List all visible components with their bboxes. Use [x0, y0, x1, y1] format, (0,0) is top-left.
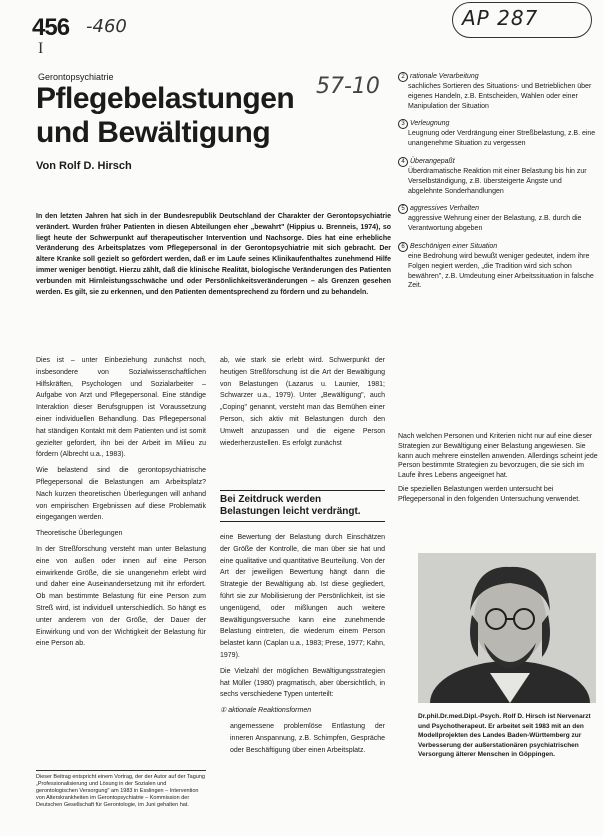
- paragraph: Die Vielzahl der möglichen Bewältigungsstrategien hat Müller (1980) pragmatisch, aber übersichtlich, in sechs verschiedene Typen unterteilt:: [220, 667, 385, 699]
- photo-caption: Dr.phil.Dr.med.Dipl.-Psych. Rolf D. Hirsch ist Nervenarzt und Psychotherapeut. Er arbeitet seit 1983 mit an den Modellprojekten des Landes Baden-Württemberg zur Verbesserung der außerstationären psychiatrischen Versorgung älterer Menschen in Göppingen.: [418, 713, 591, 758]
- list-item-text: Leugnung oder Verdrängung einer Streßbelastung, z.B. eine unangenehme Situation zu vergessen: [408, 130, 596, 148]
- footnote: Dieser Beitrag entspricht einem Vortrag, der der Autor auf der Tagung „Professionalisierung und Lösung in der Sozialen und gerontologischen Versorgung" am 1983 in Esslingen – Intervention von Alterskrankheiten im Gerontopsychiatrie – Kommission der Deutschen Gesellschaft für Gerontologie, im Juni gehalten hat.: [36, 770, 206, 809]
- body-column-1: [36, 355, 206, 654]
- paragraph: Dies ist – unter Einbeziehung zunächst noch, insbesondere von Sozialwissenschaftlichen Hilfskräften, Psychologen und Sozialarbeiter – Aufgabe von Arzt und Pflegepersonal. Eine ständige Interaktion dieser Berufsgruppen ist Voraussetzung einer individuellen Behandlung. Das Pflegepersonal hat ständigen Kontakt mit dem Patienten und ist somit gezielter gefordert, ihn bei der Arbeit im Milieu zu fördern (Albrecht u.a., 1983).: [36, 357, 206, 459]
- list-item-head: 6 Beschönigen einer Situation: [398, 242, 598, 252]
- body-column-2: [220, 355, 385, 449]
- pull-quote-line-2: Belastungen leicht verdrängt.: [220, 506, 361, 517]
- number-circle-icon: 2: [398, 72, 408, 82]
- list-item-text: Überdramatische Reaktion mit einer Belastung bis hin zur Verselbständigung, z.B. übersteigerte Ängste und abgelehnte Sonderhandlungen: [408, 167, 587, 195]
- list-item-text: sachliches Sortieren des Situations- und Betrieblichen über eigenes Handeln, z.B. Entscheiden, Wahlen oder einer Manipulation der Situation: [408, 83, 592, 110]
- list-item-text: eine Bedrohung wird bewußt weniger gedeutet, indem ihre Folgen negiert werden, „die Tradition wird sich schon bewähren", z.B. Umdeutung einer Arbeitssituation in falsche Zeit.: [408, 252, 594, 290]
- number-circle-icon: 4: [398, 157, 408, 167]
- byline: Von Rolf D. Hirsch: [36, 160, 132, 172]
- list-item: [398, 157, 598, 196]
- list-item: [398, 119, 598, 149]
- coping-types-list: [398, 72, 598, 299]
- paragraph: In der Streßforschung versteht man unter Belastung eine von außen oder innen auf eine Person einwirkende Größe, die sie unangenehm erlebt wird und daher eine Auseinandersetzung mit ihr erfordert. Ob man bestimmte Belastung für eine Person zum Streß wird, ist individuell unterschiedlich. So hängt es unter anderem von der Größe, der Dauer der Einwirkung und von der Wichtigkeit der Belastung für eine Person ab.: [36, 545, 206, 648]
- author-portrait-image: [418, 553, 596, 703]
- list-item-head: 2 rationale Verarbeitung: [398, 72, 598, 82]
- list-item: [398, 72, 598, 111]
- list-item-head: 4 Überangepaßt: [398, 157, 598, 167]
- list-item-head: ① aktionale Reaktionsformen: [220, 707, 312, 715]
- archive-code: AP 287: [462, 6, 539, 30]
- paragraph: Nach welchen Personen und Kriterien nicht nur auf eine dieser Strategien zur Bewältigung einer Belastung angewiesen. Sie kann auch mehrere einstellen anwenden. Allerdings scheint jede Person bestimmte Strategien zu bevorzugen, die sie sich im Laufe ihres Lebens angeeignet hat.: [398, 433, 598, 480]
- lead-paragraph: In den letzten Jahren hat sich in der Bundesrepublik Deutschland der Charakter der Gerontopsychiatrie verändert. Wurden früher Patienten in diesen Abteilungen eher „bewahrt" (Hippius u. Brenneis, 1974), so liegt heute der Schwerpunkt auf therapeutischer Intervention und Nachsorge. Dies hat eine erhebliche Veränderung des Arbeitsplatzes vom Pflegepersonal in der Gerontopsychiatrie mit sich gebracht. Der ältere Kranke soll gezielt so gefördert werden, daß er im Laufe seines Klinikaufenthaltes zunehmend Hilfe immer weniger benötigt. Hierzu zählt, daß die klinische Realität, biologische Veränderungen des Patienten verbunden mit Hirnleistungsschwäche und oder Persönlichkeitsveränderungen – als Grenzen gesehen werden. Es gilt, sie zu erkennen, und den Patienten dementsprechend zu fördern und zu behandeln.: [36, 213, 391, 296]
- list-item: [398, 242, 598, 291]
- margin-mark: I: [38, 40, 44, 57]
- list-item-head: 3 Verleugnung: [398, 119, 598, 129]
- paragraph: ab, wie stark sie erlebt wird. Schwerpunkt der heutigen Streßforschung ist die Art der Bewältigung von Belastungen (Lazarus u. Launier, 1981; Schwarzer u.a., 1979). Unter „Bewältigung", auch „Coping" genannt, versteht man das Bemühen einer Person, sich aktiv mit Belastungen durch den Umwelt anzupassen und die eigene Person wiederherzustellen. Es erfolgt zunächst: [220, 357, 385, 447]
- list-item-text: angemessene problemlöse Entlastung der inneren Anspannung, z.B. Schimpfen, Gespräche oder Beschäftigung über einen Arbeitsplatz.: [230, 722, 385, 754]
- paragraph: eine Bewertung der Belastung durch Einschätzen der Größe der Kontrolle, die man über sie hat und eine qualitative und quantitative Beurteilung. Von der Art der jeweiligen Bewertung hängt dann die Strategie der Bewältigung ab. Ist diese gegliedert, führt sie zur Mobilisierung der Persönlichkeit, ist sie ungenügend, oder mißlungen auch weitere Bewältigungsversuche kann eine zunehmende Belastung eintreten, die wiederum einem Person belastet kann (Caplan u.a., 1983; Prese, 1977; Kahn, 1979).: [220, 534, 386, 659]
- body-column-2-continued: [220, 532, 385, 760]
- page-number: 456: [32, 14, 70, 41]
- handwritten-pages: 57-10: [316, 74, 380, 99]
- section-heading: Theoretische Überlegungen: [36, 530, 123, 538]
- author-photo: [418, 553, 596, 703]
- handwritten-page-range: -460: [86, 16, 127, 37]
- number-circle-icon: 3: [398, 119, 408, 129]
- number-circle-icon: 6: [398, 242, 408, 252]
- number-circle-icon: 5: [398, 204, 408, 214]
- rubric: Gerontopsychiatrie: [38, 72, 114, 82]
- paragraph: Wie belastend sind die gerontopsychiatrische Pflegepersonal die Belastungen am Arbeitsplatz? Nach kurzen theoretischen Überlegungen will anhand von empirischen Ergebnissen auf diese Problematik eingegangen werden.: [36, 467, 206, 522]
- title-line-1: Pflegebelastungen: [36, 82, 295, 115]
- list-item-text: aggressive Wehrung einer der Belastung, z.B. durch die Verantwortung abgeben: [408, 215, 582, 233]
- pull-quote-line-1: Bei Zeitdruck werden: [220, 494, 322, 505]
- pull-quote: [220, 490, 385, 522]
- list-item: [398, 204, 598, 234]
- title-line-2: und Bewältigung: [36, 116, 271, 149]
- article-title: [36, 82, 326, 150]
- right-column-text: [398, 432, 598, 509]
- paragraph: Die speziellen Belastungen werden untersucht bei Pflegepersonal in den folgenden Untersuchung verwendet.: [398, 485, 581, 503]
- list-item-head: 5 aggressives Verhalten: [398, 204, 598, 214]
